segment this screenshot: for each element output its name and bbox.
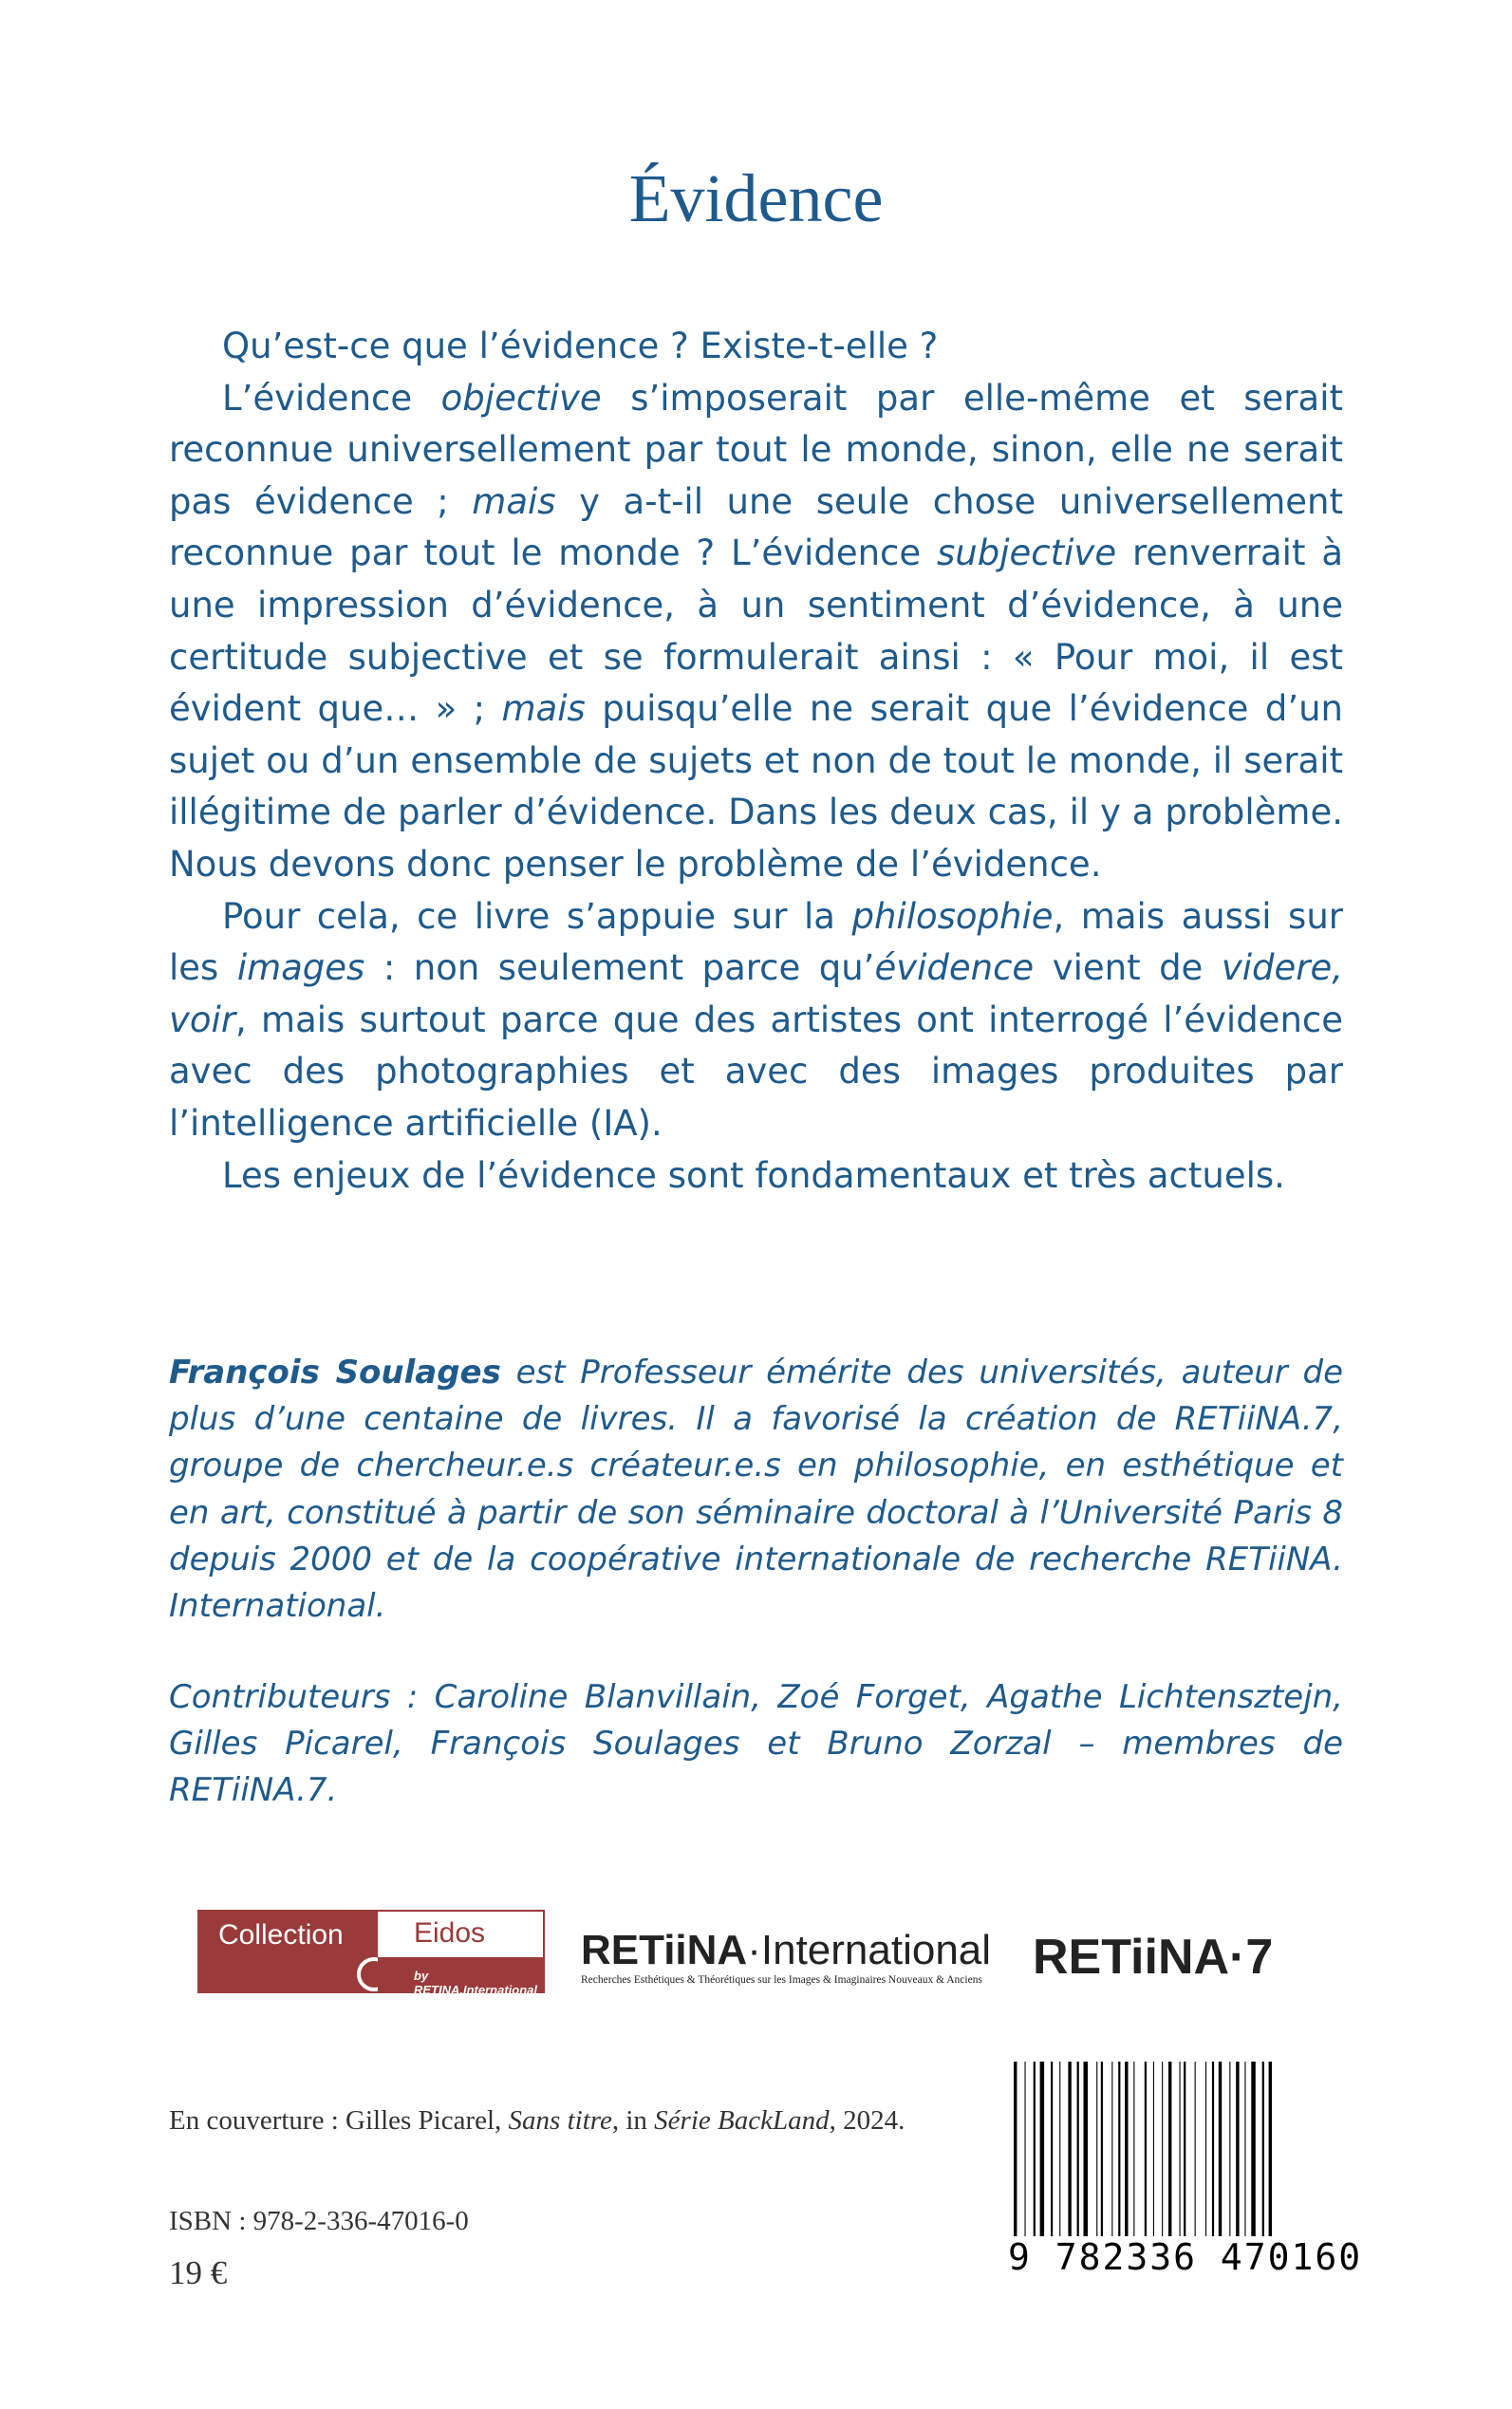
barcode-bar	[1051, 2062, 1053, 2236]
barcode-bar	[1040, 2062, 1045, 2236]
barcode-bar	[1101, 2062, 1103, 2236]
author-bio	[169, 1350, 1343, 1630]
retina-int-main: RETiiNA	[581, 1927, 748, 1973]
barcode-bar	[1262, 2062, 1264, 2236]
barcode-bars-icon	[1008, 2062, 1331, 2236]
barcode-bar	[1180, 2062, 1181, 2236]
barcode-bar	[1229, 2062, 1230, 2236]
barcode-bar	[1251, 2062, 1256, 2236]
barcode-bar	[1195, 2062, 1196, 2236]
barcode-bar	[1162, 2062, 1163, 2236]
isbn: ISBN : 978-2-336-47016-0	[169, 2206, 469, 2236]
barcode-bar	[1059, 2062, 1060, 2236]
barcode-bar	[1244, 2062, 1245, 2236]
barcode-number: 9 782336 470160	[1008, 2236, 1363, 2278]
author-name: François Soulages	[169, 1354, 501, 1391]
barcode-bar	[1084, 2062, 1089, 2236]
contributors: Contributeurs : Caroline Blanvillain, Zoé Forget, Agathe Lichtensztejn, Gilles Picarel, François Soulages et Bruno Zorzal – membres de RETiiNA.7.	[169, 1678, 1343, 1810]
barcode-bar	[1145, 2062, 1147, 2236]
cover-credit: En couverture : Gilles Picarel, Sans titre, in Série BackLand, 2024.	[169, 2105, 905, 2136]
blurb-paragraph-3: Pour cela, ce livre s’appuie sur la philosophie, mais aussi sur les images : non seulement parce qu’évidence vient de videre, voir, mais surtout parce que des artistes ont interrogé l’évidence avec des photographies et avec des images produites par l’intelligence artificielle (IA).	[169, 895, 1343, 1144]
author-bio-text: est Professeur émérite des universités, auteur de plus d’une centaine de livres. Il a favorisé la création de RETiiNA.7, groupe de chercheur.e.s créateur.e.s en philosophie, en esthétique et en art, constitué à partir de son séminaire doctoral à l’Université Paris 8 depuis 2000 et de la coopérative internationale de recherche RETiiNA. International.	[169, 1354, 1343, 1626]
eidos-label: Eidos	[414, 1917, 486, 1949]
barcode-bar	[1125, 2062, 1128, 2236]
barcode-bar	[1111, 2062, 1112, 2236]
collection-label: Collection	[218, 1919, 344, 1951]
eidos-sub-label: by RETINA.International	[378, 1957, 543, 1991]
barcode-bar	[1068, 2062, 1071, 2236]
price: 19 €	[169, 2254, 228, 2291]
blurb-paragraph-1: Qu’est-ce que l’évidence ? Existe-t-elle ?	[222, 326, 939, 366]
barcode	[1008, 2062, 1363, 2295]
barcode-bar	[1236, 2062, 1239, 2236]
book-title: Évidence	[628, 160, 884, 236]
blurb-paragraph-4: Les enjeux de l’évidence sont fondamentaux et très actuels.	[222, 1154, 1285, 1196]
barcode-bar	[1133, 2062, 1134, 2236]
barcode-bar	[1014, 2062, 1017, 2236]
blurb	[169, 321, 1343, 1202]
barcode-bar	[1184, 2062, 1185, 2236]
blurb-paragraph-2: L’évidence objective s’imposerait par elle-même et serait reconnue universellement par tout le monde, sinon, elle ne serait pas évidence ; mais y a-t-il une seule chose universellement reconnue par tout le monde ? L’évidence subjective renverrait à une impression d’évidence, à un sentiment d’évidence, à une certitude subjective et se formulerait ainsi : « Pour moi, il est évident que… » ; mais puisqu’elle ne serait que l’évidence d’un sujet ou d’un ensemble de sujets et non de tout le monde, il serait illégitime de parler d’évidence. Dans les deux cas, il y a problème. Nous devons donc penser le problème de l’évidence.	[169, 377, 1344, 885]
barcode-bar	[1118, 2062, 1120, 2236]
retina-int-tagline: Recherches Esthétiques & Théorétiques sur les Images & Imaginaires Nouveaux & Anciens	[581, 1974, 982, 1986]
barcode-bar	[1096, 2062, 1097, 2236]
barcode-bar	[1205, 2062, 1206, 2236]
barcode-bar	[1153, 2062, 1154, 2236]
barcode-bar	[1025, 2062, 1026, 2236]
barcode-bar	[1034, 2062, 1036, 2236]
retina7-logo: RETiiNA·7	[1033, 1930, 1274, 1985]
retina-international-logo	[581, 1927, 997, 1986]
barcode-bar	[1269, 2062, 1272, 2236]
retina-int-suffix: ·International	[747, 1927, 992, 1973]
barcode-bar	[1212, 2062, 1214, 2236]
barcode-bar	[1077, 2062, 1079, 2236]
barcode-bar	[1168, 2062, 1171, 2236]
collection-eidos-logo	[197, 1910, 545, 1997]
barcode-bar	[1219, 2062, 1222, 2236]
